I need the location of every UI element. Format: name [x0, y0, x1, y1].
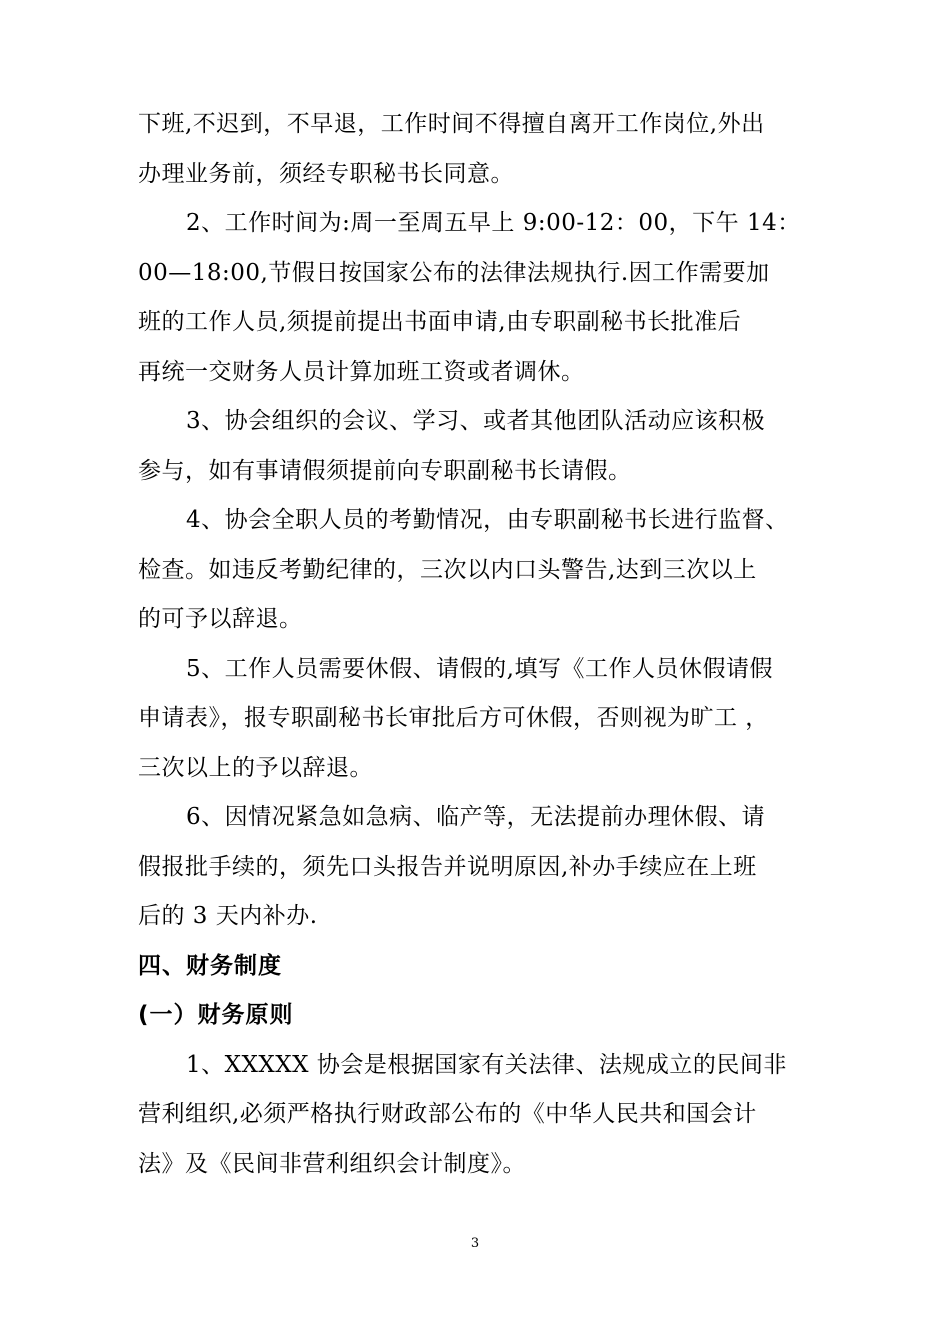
paragraph-item-5: 5、工作人员需要休假、请假的,填写《工作人员休假请假 — [186, 655, 773, 682]
text-line: 假报批手续的，须先口头报告并说明原因,补办手续应在上班 — [138, 853, 757, 880]
paragraph-item-3: 3、协会组织的会议、学习、或者其他团队活动应该积极 — [186, 408, 766, 434]
text-line: 营利组织,必须严格执行财政部公布的《中华人民共和国会计 — [138, 1101, 757, 1127]
section-heading: 四、财务制度 — [138, 952, 282, 979]
document-body — [138, 100, 814, 1189]
text-line: 再统一交财务人员计算加班工资或者调休。 — [138, 358, 585, 385]
paragraph-item-4: 4、协会全职人员的考勤情况，由专职副秘书长进行监督、 — [186, 507, 789, 533]
text-line: 后的 3 天内补办. — [138, 903, 318, 929]
text-line: 检查。如违反考勤纪律的，三次以内口头警告,达到三次以上 — [138, 556, 757, 583]
paragraph-item-6: 6、因情况紧急如急病、临产等，无法提前办理休假、请 — [186, 804, 766, 830]
text-line: 办理业务前，须经专职秘书长同意。 — [138, 160, 514, 187]
subsection-heading: (一）财务原则 — [138, 1002, 294, 1028]
text-line: 下班,不迟到，不早退，工作时间不得擅自离开工作岗位,外出 — [138, 111, 765, 137]
text-line: 的可予以辞退。 — [138, 606, 303, 632]
page-number: 3 — [470, 1236, 480, 1251]
text-line: 参与，如有事请假须提前向专职副秘书长请假。 — [138, 457, 632, 484]
paragraph-item-2: 2、工作时间为:周一至周五早上 9:00-12：00，下午 14： — [186, 210, 801, 236]
paragraph-item-1: 1、XXXXX 协会是根据国家有关法律、法规成立的民间非 — [186, 1051, 787, 1078]
text-line: 法》及《民间非营利组织会计制度》。 — [138, 1150, 526, 1177]
text-line: 00—18:00,节假日按国家公布的法律法规执行.因工作需要加 — [138, 259, 770, 286]
text-line: 三次以上的予以辞退。 — [138, 754, 373, 781]
text-line: 申请表》，报专职副秘书长审批后方可休假，否则视为旷工 ， — [138, 705, 769, 731]
text-line: 班的工作人员,须提前提出书面申请,由专职副秘书长批准后 — [138, 309, 742, 335]
